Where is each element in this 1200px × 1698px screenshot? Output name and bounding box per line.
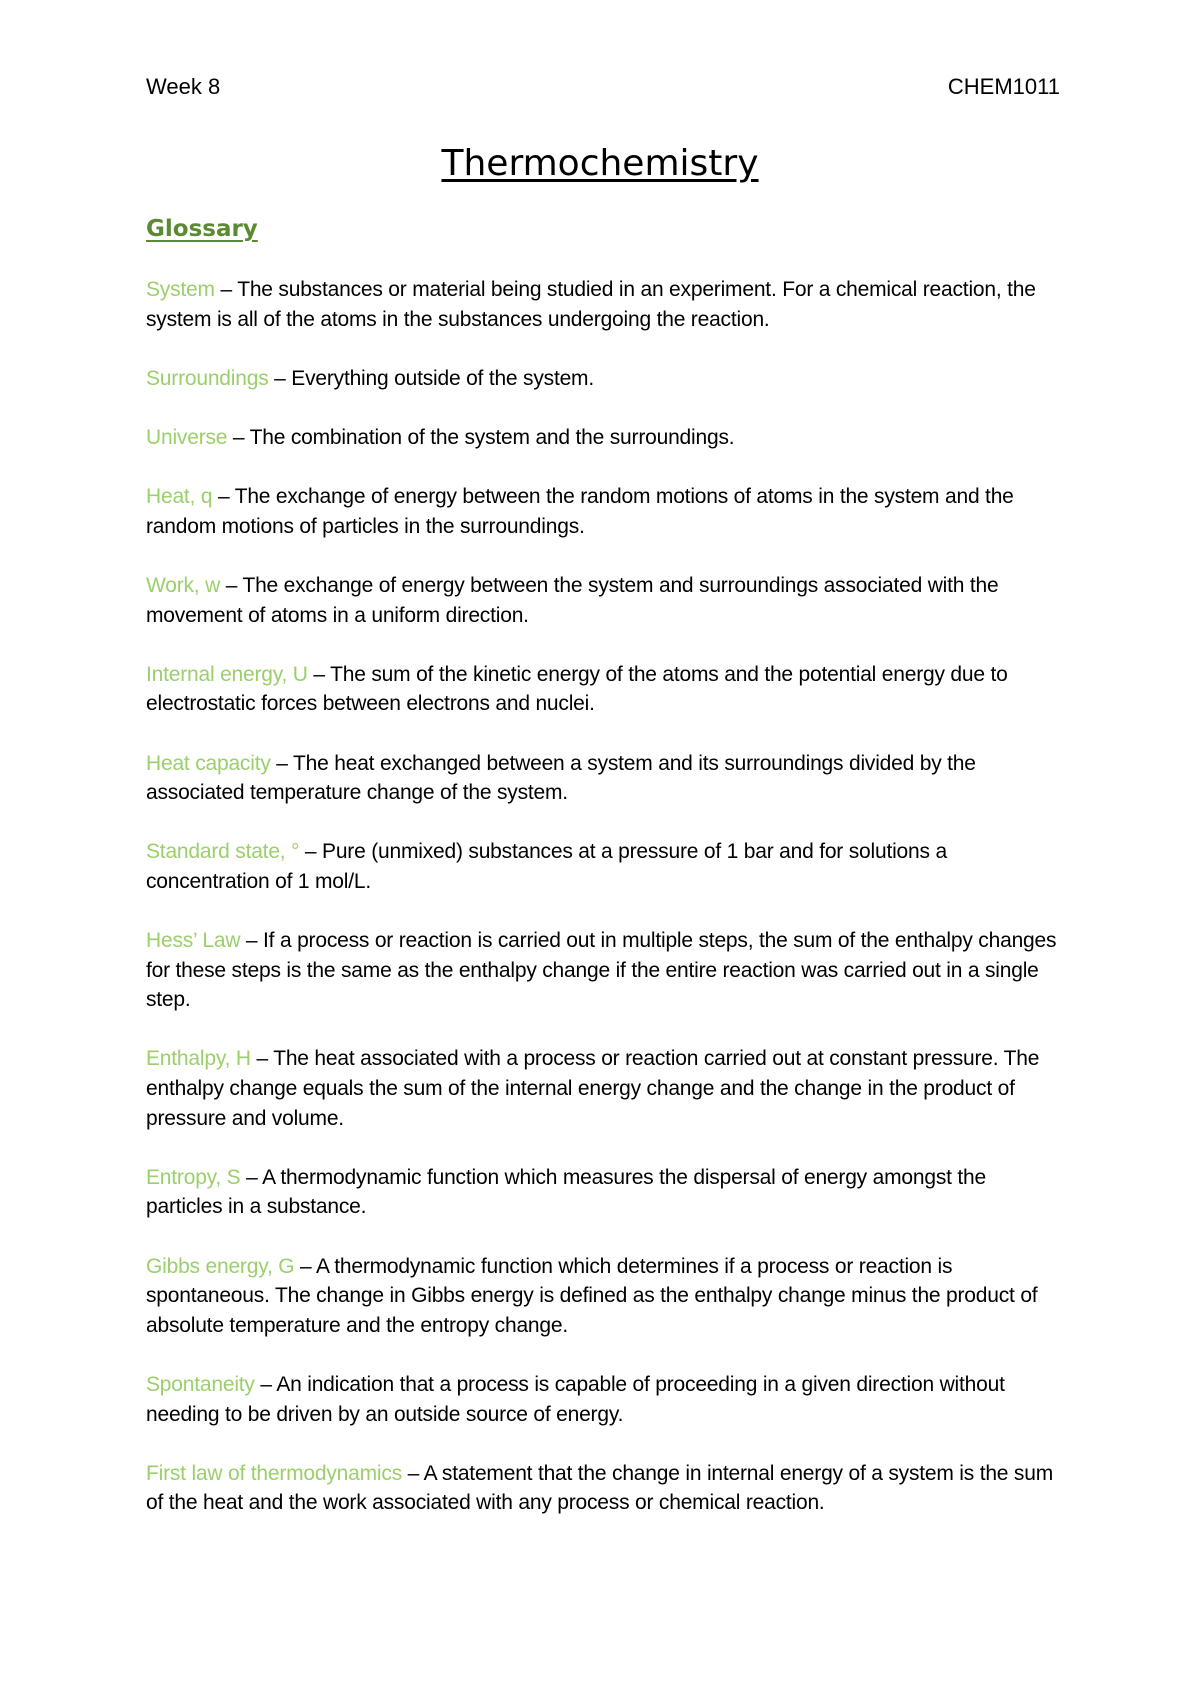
glossary-definition: The sum of the kinetic energy of the atoms and the potential energy due to electrostatic forces between electrons and nuclei. — [146, 662, 1008, 716]
header-course-code: CHEM1011 — [947, 74, 1060, 99]
glossary-definition: The heat associated with a process or reaction carried out at constant pressure. The enthalpy change equals the sum of the internal energy change and the change in the product of pressure and volume. — [146, 1047, 1040, 1130]
separator: – — [254, 1372, 277, 1396]
glossary-entry — [146, 364, 1066, 394]
glossary-entry — [146, 1163, 1066, 1222]
separator: – — [240, 929, 264, 953]
glossary-entry — [146, 1252, 1066, 1341]
glossary-definition: If a process or reaction is carried out in multiple steps, the sum of the enthalpy changes for these steps is the same as the enthalpy change if the entire reaction was carried out in a single step. — [146, 929, 1057, 1012]
glossary-term: Enthalpy, H — [146, 1047, 251, 1071]
page-title: Thermochemistry — [441, 143, 759, 184]
glossary-definition: The exchange of energy between the system and surroundings associated with the movement of atoms in a uniform direction. — [146, 573, 999, 627]
glossary-entry — [146, 571, 1066, 630]
separator: – — [240, 1165, 263, 1189]
glossary-term: Surroundings — [146, 366, 269, 390]
glossary-entry — [146, 749, 1066, 808]
glossary-definition: The heat exchanged between a system and its surroundings divided by the associated temperature change of the system. — [146, 751, 976, 805]
glossary-entry — [146, 837, 1066, 896]
glossary-definition: The substances or material being studied in an experiment. For a chemical reaction, the system is all of the atoms in the substances undergoing the reaction. — [146, 278, 1036, 331]
glossary-definition: A thermodynamic function which measures the dispersal of energy amongst the particles in a substance. — [146, 1165, 986, 1219]
glossary-entry — [146, 1459, 1066, 1518]
glossary-term: Standard state, ° — [146, 840, 300, 864]
glossary-term: Gibbs energy, G — [146, 1254, 295, 1278]
glossary-definition: A thermodynamic function which determines if a process or reaction is spontaneous. The change in Gibbs energy is defined as the enthalpy change minus the product of absolute temperature and the entropy change. — [146, 1254, 1038, 1337]
glossary-entry — [146, 1370, 1066, 1429]
glossary-entry — [146, 275, 1066, 334]
glossary-term: Heat capacity — [146, 751, 271, 775]
glossary-definition: An indication that a process is capable of proceeding in a given direction without needing to be driven by an outside source of energy. — [146, 1372, 1005, 1426]
glossary-entry — [146, 1044, 1066, 1133]
glossary-term: Work, w — [146, 573, 221, 597]
glossary-entry — [146, 423, 1066, 453]
separator: – — [299, 840, 323, 864]
glossary-definition: A statement that the change in internal energy of a system is the sum of the heat and the work associated with any process or chemical reaction. — [146, 1461, 1053, 1515]
separator: – — [220, 573, 243, 597]
glossary-definition: The exchange of energy between the random motions of atoms in the system and the random motions of particles in the surroundings. — [146, 485, 1014, 538]
glossary-term: Entropy, S — [146, 1165, 241, 1189]
separator: – — [402, 1461, 424, 1485]
glossary-definition: Everything outside of the system. — [291, 366, 594, 390]
separator: – — [214, 278, 238, 301]
glossary-term: Spontaneity — [146, 1372, 255, 1396]
glossary-list — [146, 275, 1066, 1548]
glossary-term: Internal energy, U — [146, 662, 308, 686]
separator: – — [307, 662, 331, 686]
separator: – — [270, 751, 294, 775]
glossary-term: First law of thermodynamics — [146, 1461, 403, 1485]
section-heading-glossary: Glossary — [146, 216, 258, 242]
separator: – — [227, 425, 250, 449]
glossary-term: Universe — [146, 425, 228, 449]
glossary-definition: Pure (unmixed) substances at a pressure of 1 bar and for solutions a concentration of 1 mol/L. — [146, 840, 947, 893]
glossary-definition: The combination of the system and the surroundings. — [249, 425, 735, 449]
separator: – — [294, 1254, 316, 1278]
separator: – — [212, 485, 235, 509]
separator: – — [268, 366, 292, 390]
glossary-entry — [146, 482, 1066, 541]
glossary-entry — [146, 926, 1066, 1015]
glossary-term: System — [146, 278, 215, 301]
separator: – — [250, 1047, 274, 1071]
header-week: Week 8 — [146, 74, 221, 99]
glossary-term: Heat, q — [146, 485, 213, 509]
glossary-term: Hess’ Law — [146, 929, 241, 953]
glossary-entry — [146, 660, 1066, 719]
